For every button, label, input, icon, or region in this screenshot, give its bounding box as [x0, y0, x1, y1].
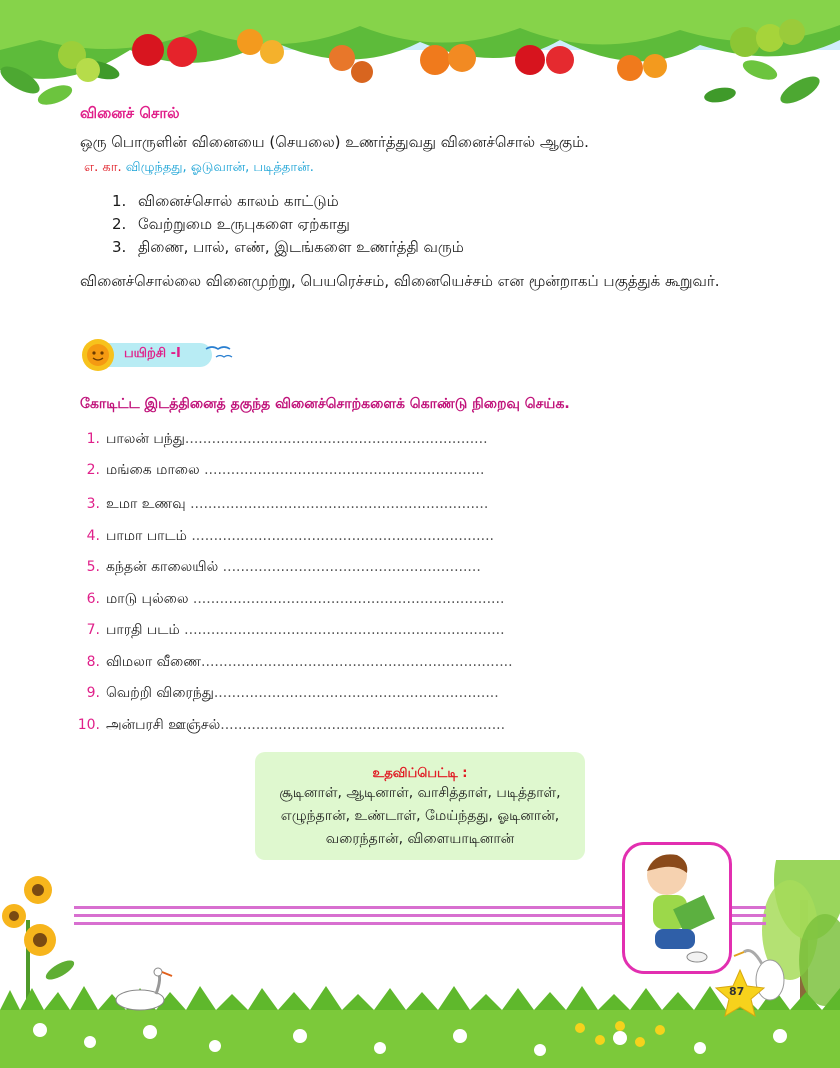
help-box-line: வரைந்தான், விளையாடினான் — [325, 831, 515, 847]
help-box — [255, 752, 585, 860]
exercise-row: 9. வெற்றி விரைந்து................................................................ — [86, 685, 499, 701]
example-words: விழுந்தது, ஓடுவான், படித்தான். — [125, 160, 314, 175]
practice-label: பயிற்சி -I — [124, 346, 181, 361]
list-item: 1. வினைச்சொல் காலம் காட்டும் — [112, 192, 339, 210]
page-number: 87 — [729, 985, 745, 998]
exercise-instruction: கோடிட்ட இடத்தினைத் தகுந்த வினைச்சொற்களைக் கொண்டு நிறைவு செய்க. — [80, 396, 570, 412]
section-title: வினைச் சொல் — [80, 104, 180, 122]
definition-text: ஒரு பொருளின் வினையை (செயலை) உணர்த்துவது வினைச்சொல் ஆகும். — [80, 133, 589, 151]
exercise-row: 5. கந்தன் காலையில் .......................................................... — [86, 559, 481, 575]
summary-text: வினைச்சொல்லை வினைமுற்று, பெயரெச்சம், வினையெச்சம் என மூன்றாகப் பகுத்துக் கூறுவர். — [80, 272, 720, 290]
exercise-row: 1. பாலன் பந்து.................................................................... — [86, 431, 488, 447]
sun-icon — [82, 339, 114, 371]
example-lead: எ. கா. — [84, 160, 122, 175]
exercise-row: 6. மாடு புல்லை ...................................................................... — [86, 591, 505, 607]
exercise-row: 3. உமா உணவு ................................................................... — [86, 496, 489, 512]
reading-boy-illustration — [625, 845, 729, 971]
help-box-line: எழுந்தான், உண்டாள், மேய்ந்தது, ஓடினான், — [280, 808, 560, 824]
exercise-row: 2. மங்கை மாலை ............................................................... — [86, 462, 485, 478]
help-box-line: சூடினாள், ஆடினாள், வாசித்தாள், படித்தாள், — [279, 785, 561, 801]
exercise-row: 7. பாரதி படம் ........................................................................ — [86, 622, 505, 638]
exercise-row: 8. விமலா வீணை...................................................................... — [86, 654, 513, 670]
reading-boy-frame — [622, 842, 732, 974]
exercise-row: 4. பாமா பாடம் .................................................................... — [86, 528, 494, 544]
points-list — [112, 190, 464, 259]
help-box-title: உதவிப்பெட்டி : — [372, 766, 468, 781]
fruit-foliage-banner — [0, 0, 840, 120]
exercise-row: 10. அன்பரசி ஊஞ்சல்................................................................ — [77, 717, 506, 733]
list-item: 2. வேற்றுமை உருபுகளை ஏற்காது — [112, 215, 350, 233]
leaf-cluster-right — [703, 56, 824, 108]
list-item: 3. திணை, பால், எண், இடங்களை உணர்த்தி வரும் — [112, 238, 464, 256]
example-line — [84, 160, 314, 176]
